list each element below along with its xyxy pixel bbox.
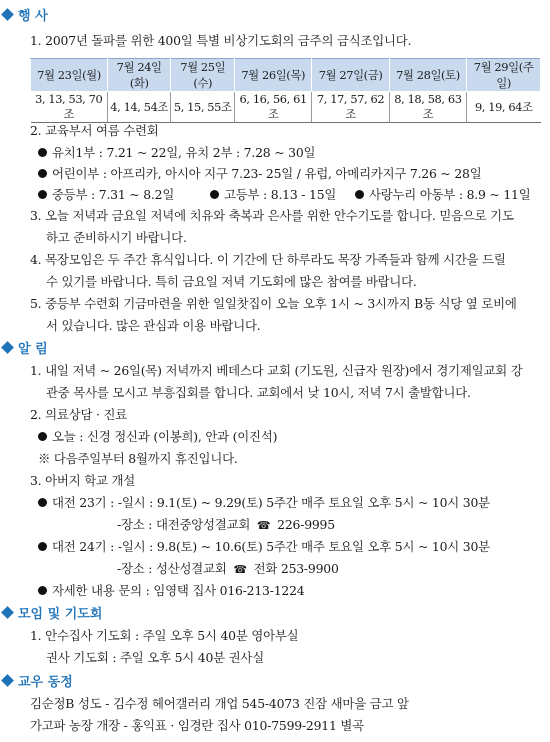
bullet-text: 사랑누리 아동부 : 8.9 ~ 11일: [369, 187, 531, 202]
filled-circle-icon: [38, 542, 47, 551]
events-item-2d: [210, 185, 336, 203]
filled-circle-icon: [38, 148, 47, 157]
news-line-2: 가고파 농장 개장 - 홍익표 · 임경란 집사 010-7599-2911 별곡: [30, 718, 364, 733]
table-cell: 3, 13, 53, 70조: [31, 92, 108, 123]
section-label: 행 사: [18, 9, 48, 24]
table-cell: 4, 14, 54조: [107, 92, 171, 123]
telephone-icon: ☎: [256, 519, 271, 532]
events-item-3-line-1: 3. 오늘 저녁과 금요일 저녁에 치유와 축복과 은사를 위한 안수기도를 합니다. 믿음으로 기도: [30, 208, 514, 223]
table-header-cell: 7월 28일(토): [389, 59, 466, 92]
notices-item-1-line-1: 1. 내일 저녁 ~ 26일(목) 저녁까지 베데스다 교회 (기도원, 신급자 원장)에서 경기제일교회 강: [30, 363, 523, 378]
bullet-text: 고등부 : 8.13 - 15일: [224, 187, 337, 202]
table-cell: 8, 18, 58, 63조: [389, 92, 466, 123]
section-label: 알 림: [18, 342, 48, 357]
notices-item-3b-line-1: [38, 537, 490, 555]
section-title-meetings: [0, 603, 102, 622]
table-header-cell: 7월 26일(목): [234, 59, 311, 92]
events-item-5-line-2: 서 있습니다. 많은 관심과 이용 바랍니다.: [46, 318, 261, 333]
bullet-text: 오늘 : 신경 정신과 (이봉희), 안과 (이진석): [52, 429, 278, 444]
section-title-notices: [0, 338, 48, 357]
table-cell: 5, 15, 55조: [171, 92, 235, 123]
notices-item-3: 3. 아버지 학교 개설: [30, 473, 136, 488]
table-header-cell: 7월 29일(주일): [467, 59, 541, 92]
events-item-2e: [355, 185, 530, 203]
news-line-1: 김순정B 성도 - 김수정 헤어갤러리 개업 545-4073 진잠 새마을 금고 앞: [30, 696, 409, 711]
diamond-icon: [1, 674, 14, 687]
events-item-2a: [38, 143, 315, 161]
bullet-text: 대전 24기 : -일시 : 9.8(토) ~ 10.6(토) 5주간 매주 토요일 오후 5시 ~ 10시 30분: [52, 539, 490, 554]
filled-circle-icon: [38, 432, 47, 441]
notices-item-3b-line-2: [117, 559, 339, 577]
table-header-cell: 7월 27일(금): [312, 59, 389, 92]
notices-item-3a-line-2: [117, 515, 335, 533]
filled-circle-icon: [38, 498, 47, 507]
bullet-text: 자세한 내용 문의 : 임영택 집사 016-213-1224: [52, 583, 305, 598]
filled-circle-icon: [38, 169, 47, 178]
section-label: 모임 및 기도회: [18, 607, 103, 622]
notices-item-1-line-2: 관중 목사를 모시고 부흥집회를 합니다. 교회에서 낮 10시, 저녁 7시 출발합니다.: [46, 385, 471, 400]
place-text: -장소 : 대전중앙성결교회: [117, 517, 251, 532]
notices-item-3c: [38, 581, 304, 599]
table-cell: 7, 17, 57, 62조: [312, 92, 389, 123]
notices-item-2a: [38, 427, 277, 445]
events-item-3-line-2: 하고 준비하시기 바랍니다.: [46, 230, 187, 245]
events-item-2b: [38, 164, 481, 182]
table-header-row: [31, 59, 541, 92]
meetings-item-2: 권사 기도회 : 주일 오후 5시 40분 권사실: [46, 650, 264, 665]
table-header-cell: 7월 25일(수): [171, 59, 235, 92]
notices-item-2: 2. 의료상담 · 진료: [30, 407, 127, 422]
diamond-icon: [1, 341, 14, 354]
notices-item-2b: ※ 다음주일부터 8월까지 휴진입니다.: [38, 451, 238, 466]
fasting-schedule-table: [30, 58, 541, 123]
notices-item-3a-line-1: [38, 493, 490, 511]
events-item-2: 2. 교육부서 여름 수련회: [30, 123, 159, 138]
meetings-item-1: 1. 안수집사 기도회 : 주일 오후 5시 40분 영아부실: [30, 628, 299, 643]
filled-circle-icon: [355, 190, 364, 199]
bullet-text: 어린이부 : 아프리카, 아시아 지구 7.23- 25일 / 유럽, 아메리카지구 7.26 ~ 28일: [52, 166, 482, 181]
place-text: -장소 : 성산성결교회: [117, 561, 227, 576]
events-item-1: 1. 2007년 돌파를 위한 400일 특별 비상기도회의 금주의 금식조입니다.: [30, 33, 412, 48]
diamond-icon: [1, 606, 14, 619]
events-item-4-line-2: 수 있기를 바랍니다. 특히 금요일 저녁 기도회에 많은 참여를 바랍니다.: [46, 274, 417, 289]
section-title-news: [0, 671, 73, 690]
phone-text: 226-9995: [277, 517, 335, 532]
table-header-cell: 7월 24일(화): [107, 59, 171, 92]
bullet-text: 중등부 : 7.31 ~ 8.2일: [52, 187, 175, 202]
bullet-text: 대전 23기 : -일시 : 9.1(토) ~ 9.29(토) 5주간 매주 토요일 오후 5시 ~ 10시 30분: [52, 495, 490, 510]
table-cell: 9, 19, 64조: [467, 92, 541, 123]
diamond-icon: [1, 8, 14, 21]
telephone-icon: ☎: [233, 563, 247, 576]
table-header-cell: 7월 23일(월): [31, 59, 108, 92]
filled-circle-icon: [38, 190, 47, 199]
filled-circle-icon: [210, 190, 219, 199]
phone-text: 전화 253-9900: [253, 561, 339, 576]
filled-circle-icon: [38, 586, 47, 595]
section-title-events: [0, 5, 48, 24]
section-label: 교우 동정: [18, 675, 73, 690]
events-item-2c: [38, 185, 174, 203]
events-item-4-line-1: 4. 목장모임은 두 주간 휴식입니다. 이 기간에 단 하루라도 목장 가족들과 함께 시간을 드릴: [30, 252, 506, 267]
table-cell: 6, 16, 56, 61조: [234, 92, 311, 123]
events-item-5-line-1: 5. 중등부 수련회 기금마련을 위한 일일찻집이 오늘 오후 1시 ~ 3시까지 B동 식당 옆 로비에: [30, 296, 517, 311]
table-row: [31, 92, 541, 123]
bullet-text: 유치1부 : 7.21 ~ 22일, 유치 2부 : 7.28 ~ 30일: [52, 145, 316, 160]
